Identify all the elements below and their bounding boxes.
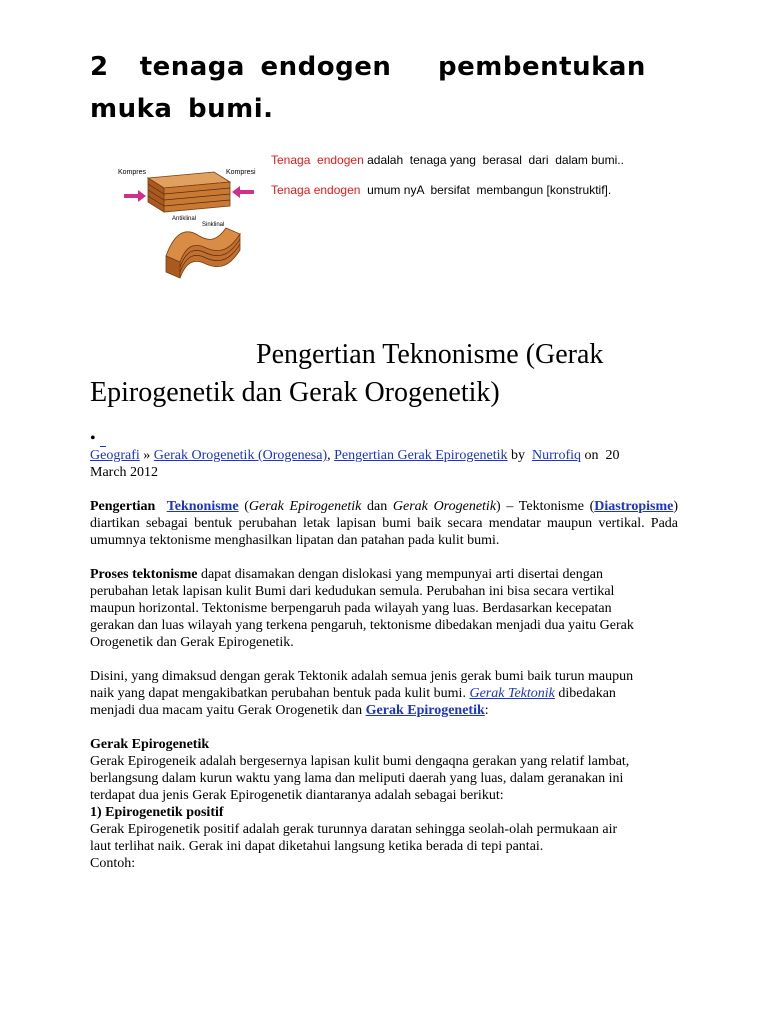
text-line: laut terlihat naik. Gerak ini dapat diketahui langsung ketika berada di tepi pantai.: [90, 839, 544, 854]
paragraph-disini: [90, 668, 678, 719]
text-line: gerakan dan luas wilayah yang terkena pengaruh, tektonisme dibedakan menjadi dua yaitu Gerak: [90, 618, 634, 633]
text-line: Gerak Epirogeneik adalah bergesernya lapisan kulit bumi dengaqna gerakan yang relatif lambat,: [90, 754, 630, 769]
article-body: [90, 430, 678, 872]
label-antiklinal: Antiklinal: [172, 216, 197, 222]
post-date: March 2012: [90, 465, 159, 480]
meta-comma: ,: [327, 448, 335, 463]
proses-label: Proses tektonisme: [90, 567, 198, 582]
link-gerak-tektonik[interactable]: Gerak Tektonik: [469, 686, 555, 701]
text-line: dapat disamakan dengan dislokasi yang mempunyai arti disertai dengan: [197, 567, 603, 582]
text-line: Disini, yang dimaksud dengan gerak Tektonik adalah semua jenis gerak bumi baik turun maupun: [90, 669, 634, 684]
title-line-1: 2 tenaga endogen pembentukan: [90, 52, 646, 82]
link-gerak-epirogenetik[interactable]: Gerak Epirogenetik: [365, 703, 485, 718]
intro-text: [271, 152, 691, 212]
author-link[interactable]: Nurrofiq: [532, 448, 582, 463]
title-line-2: muka bumi.: [90, 94, 274, 124]
bullet-marker: [90, 430, 678, 447]
intro-text-1: adalah tenaga yang berasal dari dalam bumi..: [363, 153, 624, 167]
intro-red-term-1: Tenaga endogen: [271, 153, 364, 167]
text-fragment: ) diartikan sebagai bentuk perubahan letak lapisan bumi baik secara mendatar maupun vertikal. Pada umumnya tektonisme menghasilkan lipatan dan patahan pada kulit bumi.: [90, 499, 678, 548]
bullet-dot-icon: •: [90, 430, 96, 447]
intro-red-term-2: Tenaga endogen: [271, 183, 361, 197]
paragraph-pengertian: [90, 498, 678, 549]
paragraph-proses: [90, 566, 678, 651]
category-link-geografi[interactable]: Geografi: [90, 448, 140, 463]
heading-epirogenetik-positif: 1) Epirogenetik positif: [90, 805, 224, 820]
pengertian-label: Pengertian: [90, 499, 156, 514]
text-line: naik yang dapat mengakibatkan perubahan bentuk pada kulit bumi.: [90, 686, 470, 701]
bullet-link-stub[interactable]: [100, 436, 106, 447]
fold-diagram-svg: [104, 150, 264, 282]
text-line: :: [484, 703, 489, 718]
text-line: dibedakan: [554, 686, 616, 701]
fold-diagram-image: [104, 150, 264, 282]
paragraph-gerak-epirogenetik: [90, 736, 678, 872]
section-title-line-1: Pengertian Teknonisme (Gerak: [256, 339, 604, 370]
italic-epirogenetik: Gerak Epirogenetik: [248, 499, 362, 514]
text-line: Contoh:: [90, 856, 136, 871]
post-meta: [90, 447, 678, 481]
link-teknonisme[interactable]: Teknonisme: [166, 499, 239, 514]
section-title: [90, 336, 690, 412]
text-fragment: ) – Tektonisme (: [496, 499, 595, 514]
label-kompres: Kompres: [118, 169, 147, 176]
intro-text-2: umum nyA bersifat membangun [konstruktif].: [360, 183, 612, 197]
heading-gerak-epirogenetik: Gerak Epirogenetik: [90, 737, 210, 752]
intro-paragraph-1: [271, 152, 691, 168]
meta-by: by: [507, 448, 533, 463]
italic-orogenetik: Gerak Orogenetik: [392, 499, 497, 514]
category-link-epirogenetik[interactable]: Pengertian Gerak Epirogenetik: [334, 448, 508, 463]
text-line: Orogenetik dan Gerak Epirogenetik.: [90, 635, 294, 650]
text-fragment: dan: [361, 499, 393, 514]
section-title-line-2: Epirogenetik dan Gerak Orogenetik): [90, 377, 500, 408]
intro-paragraph-2: [271, 182, 691, 198]
text-line: Gerak Epirogenetik positif adalah gerak turunnya daratan sehingga seolah-olah permukaan air: [90, 822, 618, 837]
text-fragment: (: [238, 499, 249, 514]
label-kompresi: Kompresi: [226, 169, 256, 176]
text-line: perubahan letak lapisan kulit Bumi dari kedudukan semula. Perubahan ini bisa secara vertikal: [90, 584, 615, 599]
label-sinklinal: Sinklinal: [202, 222, 225, 228]
meta-on: on 20: [581, 448, 620, 463]
link-diastropisme[interactable]: Diastropisme: [594, 499, 674, 514]
text-line: maupun horizontal. Tektonisme berpengaruh pada wilayah yang luas. Berdasarkan kecepatan: [90, 601, 612, 616]
text-line: terdapat dua jenis Gerak Epirogenetik diantaranya adalah sebagai berikut:: [90, 788, 504, 803]
document-title: [90, 46, 710, 130]
text-line: menjadi dua macam yaitu Gerak Orogenetik dan: [90, 703, 366, 718]
meta-separator: »: [139, 448, 154, 463]
text-line: berlangsung dalam kurun waktu yang lama dan meliputi daerah yang luas, dalam geranakan ini: [90, 771, 624, 786]
category-link-orogenetik[interactable]: Gerak Orogenetik (Orogenesa): [153, 448, 328, 463]
